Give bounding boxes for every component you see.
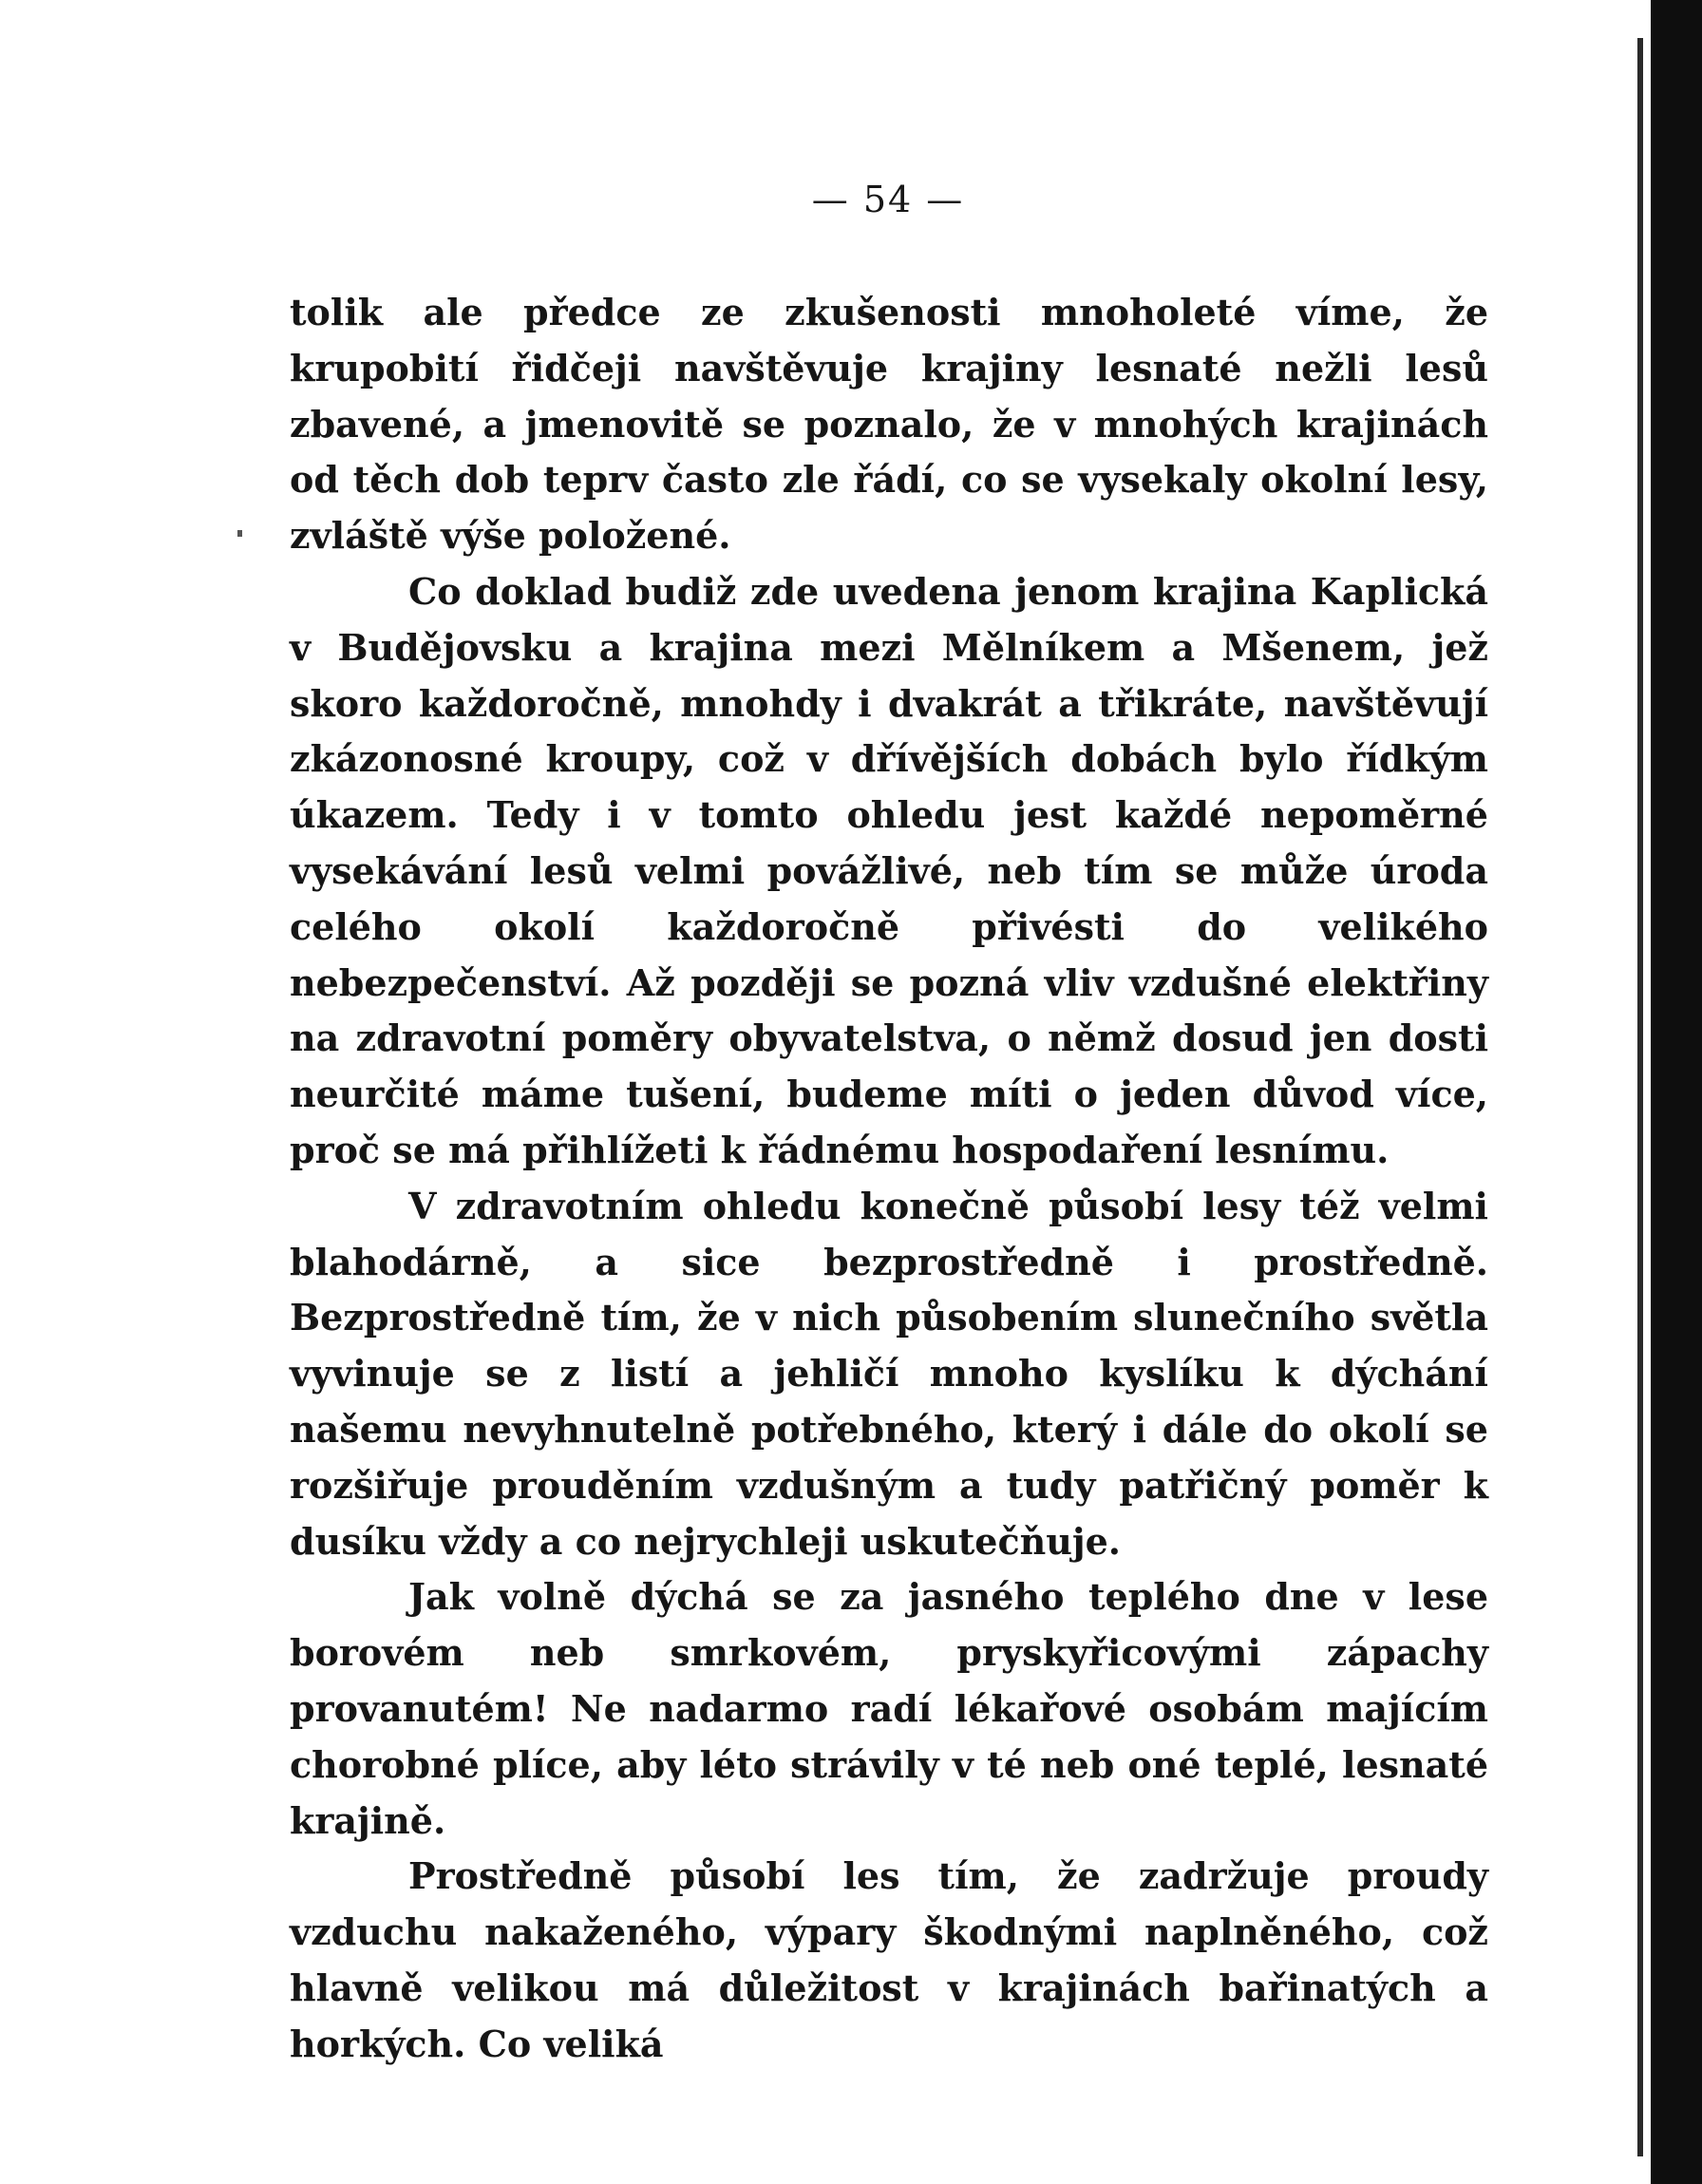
paragraph-indirect-effect: Prostředně působí les tím, že zadržuje proudy vzduchu nakaženého, výpary škodnými naplněného, což hlavně velikou má důležitost v krajinách bařinatých a horkých. Co veliká (290, 1854, 1488, 2065)
margin-mark (237, 530, 242, 537)
scan-edge-border (1651, 0, 1702, 2184)
paragraph-breathing-forest: Jak volně dýchá se za jasného teplého dne v lese borovém neb smrkovém, pryskyřicovými zápachy provanutém! Ne nadarmo radí lékařové osobám majícím chorobné plíce, aby léto strávily v té neb oné teplé, lesnaté krajině. (290, 1575, 1488, 1842)
paragraph-health-effects: V zdravotním ohledu konečně působí lesy též velmi blahodárně, a sice bezprostředně i prostředně. Bezprostředně tím, že v nich působením slunečního světla vyvinuje se z listí a jehličí mnoho kyslíku k dýchání našemu nevyhnutelně potřebného, který i dále do okolí se rozšiřuje prouděním vzdušným a tudy patřičný poměr k dusíku vždy a co nejrychleji uskutečňuje. (290, 1184, 1488, 1563)
paragraph-hail-forests: tolik ale předce ze zkušenosti mnoholeté víme, že krupobití řidčeji navštěvuje krajiny lesnaté nežli lesů zbavené, a jmenovitě se poznalo, že v mnohých krajinách od těch dob teprv často zle řádí, co se vysekaly okolní lesy, zvláště výše položené. (290, 291, 1488, 558)
paragraph-example-regions: Co doklad budiž zde uvedena jenom krajina Kaplická v Budějovsku a krajina mezi Mělníkem a Mšenem, jež skoro každoročně, mnohdy i dvakrát a třikráte, navštěvují zkázonosné kroupy, což v dřívějších dobách bylo řídkým úkazem. Tedy i v tomto ohledu jest každé nepoměrné vysekávání lesů velmi povážlivé, neb tím se může úroda celého okolí každoročně přivésti do velikého nebezpečenství. Až později se pozná vliv vzdušné elektřiny na zdravotní poměry obyvatelstva, o němž dosud jen dosti neurčité máme tušení, budeme míti o jeden důvod více, proč se má přihlížeti k řádnému hospodaření lesnímu. (290, 569, 1488, 1171)
page-body-text (290, 285, 1488, 2073)
page-number: — 54 — (811, 179, 965, 220)
scan-edge-line (1637, 38, 1643, 2156)
